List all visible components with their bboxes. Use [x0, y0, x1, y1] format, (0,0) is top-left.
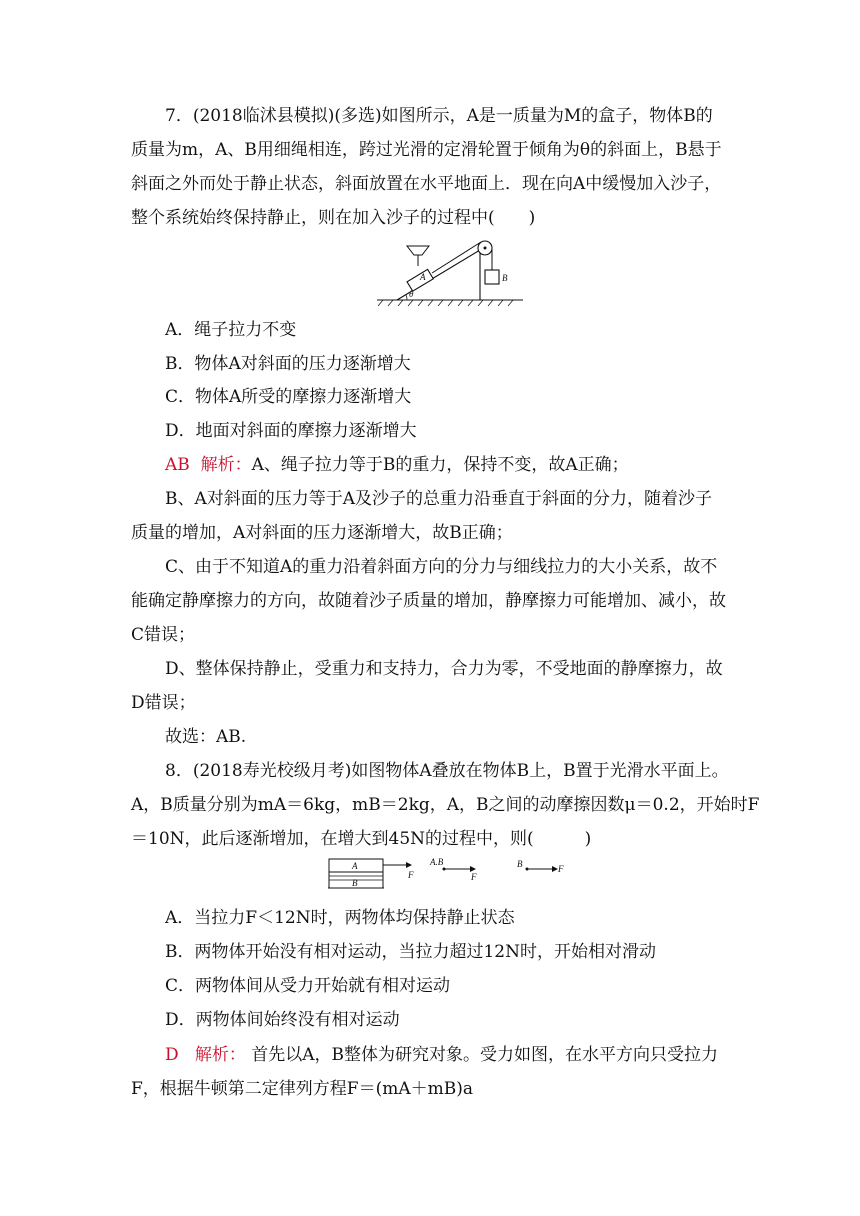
q8-analysis-text: 首先以A，B整体为研究对象。受力如图，在水平方向只受拉力 [251, 1045, 719, 1065]
q7-analysis-line-8: D错误； [131, 693, 196, 713]
q8-label-f-1: F [408, 870, 414, 880]
q8-label-ab: A.B [430, 857, 444, 867]
q7-stem-line-4: 整个系统始终保持静止，则在加入沙子的过程中( ) [131, 208, 536, 228]
q8-stem-line-2: A，B质量分别为mA＝6kg，mB＝2kg，A，B之间的动摩擦因数μ＝0.2，开始时F [131, 795, 760, 815]
q7-label-a: A [420, 272, 426, 282]
q7-analysis-text: A、绳子拉力等于B的重力，保持不变，故A正确； [251, 455, 629, 475]
q8-option-c: C．两物体间从受力开始就有相对运动 [165, 976, 451, 996]
q7-option-d: D．地面对斜面的摩擦力逐渐增大 [165, 421, 417, 441]
q8-answer: D [165, 1045, 179, 1065]
q8-label-b-2: B [517, 859, 523, 869]
q7-analysis-line-4: C、由于不知道A的重力沿着斜面方向的分力与细线拉力的大小关系，故不 [165, 557, 718, 577]
q7-option-a: A．绳子拉力不变 [165, 320, 297, 340]
q7-label-b: B [502, 273, 508, 283]
q7-stem-line-2: 质量为m，A、B用细绳相连，跨过光滑的定滑轮置于倾角为θ的斜面上，B悬于 [131, 140, 722, 160]
q7-analysis-line-5: 能确定静摩擦力的方向，故随着沙子质量的增加，静摩擦力可能增加、减小，故 [131, 591, 726, 611]
q8-stem-line-3: ＝10N，此后逐渐增加，在增大到45N的过程中，则( ) [131, 829, 592, 849]
q8-label-b: B [352, 878, 358, 888]
q7-analysis-line-6: C错误； [131, 625, 196, 645]
q8-stem-line-1: 8．(2018寿光校级月考)如图物体A叠放在物体B上，B置于光滑水平面上。 [165, 761, 729, 781]
q8-option-a: A．当拉力F＜12N时，两物体均保持静止状态 [165, 908, 515, 928]
q8-option-b: B．两物体开始没有相对运动，当拉力超过12N时，开始相对滑动 [165, 942, 656, 962]
q7-analysis-first-line [165, 453, 629, 477]
q8-analysis-first-line [165, 1043, 718, 1067]
q8-label-a: A [352, 861, 358, 871]
q7-stem-line-3: 斜面之外而处于静止状态，斜面放置在水平地面上．现在向A中缓慢加入沙子， [131, 174, 722, 194]
q8-option-d: D．两物体间始终没有相对运动 [165, 1010, 400, 1030]
q8-analysis-label: 解析： [194, 1045, 246, 1065]
q7-analysis-line-7: D、整体保持静止，受重力和支持力，合力为零，不受地面的静摩擦力，故 [165, 659, 723, 679]
q7-analysis-line-3: 质量的增加，A对斜面的压力逐渐增大，故B正确； [131, 523, 513, 543]
q7-incline-figure [375, 238, 525, 308]
q8-analysis-line-2: F，根据牛顿第二定律列方程F＝(mA＋mB)a [131, 1079, 473, 1099]
q8-blocks-figure [326, 854, 576, 894]
q7-analysis-label: 解析： [200, 455, 252, 475]
q8-label-f-2: F [471, 872, 477, 882]
q7-analysis-conclusion: 故选：AB. [165, 727, 247, 747]
q7-label-theta: θ [409, 289, 414, 299]
q7-answer: AB [165, 455, 190, 475]
q8-label-f-3: F [558, 864, 564, 874]
q7-analysis-line-2: B、A对斜面的压力等于A及沙子的总重力沿垂直于斜面的分力，随着沙子 [165, 489, 713, 509]
q7-stem-line-1: 7．(2018临沭县模拟)(多选)如图所示，A是一质量为M的盒子，物体B的 [165, 106, 713, 126]
q7-option-b: B．物体A对斜面的压力逐渐增大 [165, 354, 411, 374]
q7-option-c: C．物体A所受的摩擦力逐渐增大 [165, 387, 412, 407]
